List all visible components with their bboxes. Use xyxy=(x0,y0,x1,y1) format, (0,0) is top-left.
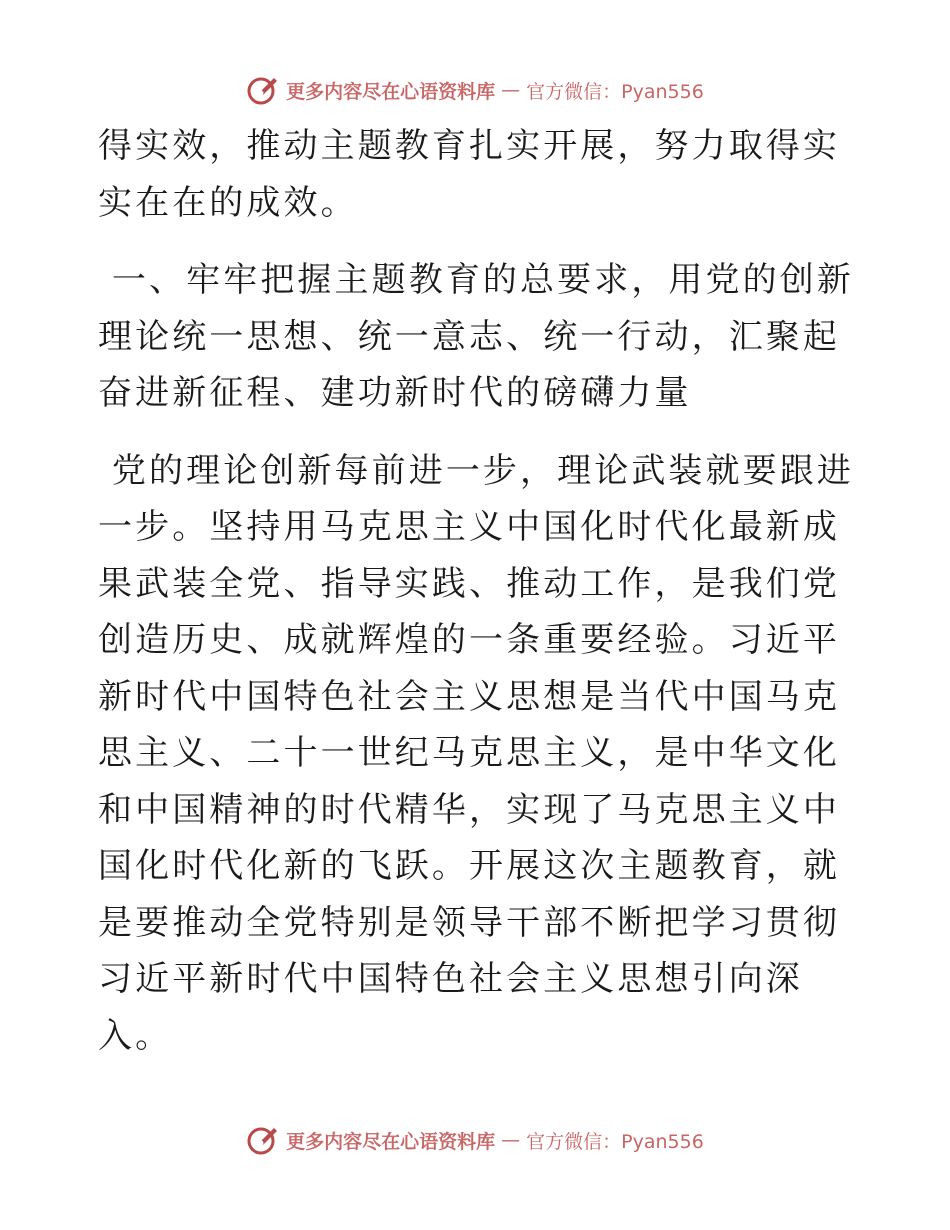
footer-watermark xyxy=(0,1120,950,1160)
paragraph-body: 党的理论创新每前进一步，理论武装就要跟进一步。坚持用马克思主义中国化时代化最新成果武装全党、指导实践、推动工作，是我们党创造历史、成就辉煌的一条重要经验。习近平新时代中国特色社会主义思想是当代中国马克思主义、二十一世纪马克思主义，是中华文化和中国精神的时代精华，实现了马克思主义中国化时代化新的飞跃。开展这次主题教育，就是要推动全党特别是领导干部不断把学习贯彻习近平新时代中国特色社会主义思想引向深入。 xyxy=(98,450,854,1056)
paragraph-gap xyxy=(98,422,858,443)
pen-nib-circle-icon xyxy=(246,73,280,107)
paragraph-continuation: 得实效，推动主题教育扎实开展，努力取得实实在在的成效。 xyxy=(98,126,840,223)
document-body xyxy=(98,118,858,1064)
watermark-separator: — xyxy=(501,1129,521,1151)
watermark-text: 更多内容尽在心语资料库 xyxy=(286,80,496,103)
watermark-separator: — xyxy=(501,79,521,101)
watermark-contact: 官方微信：Pyan556 xyxy=(526,80,704,103)
header-watermark xyxy=(0,70,950,110)
pen-nib-circle-icon xyxy=(246,1123,280,1157)
watermark-contact: 官方微信：Pyan556 xyxy=(526,1130,704,1153)
paragraph-gap xyxy=(98,231,858,252)
watermark-text: 更多内容尽在心语资料库 xyxy=(286,1130,496,1153)
section-heading: 一、牢牢把握主题教育的总要求，用党的创新理论统一思想、统一意志、统一行动，汇聚起奋进新征程、建功新时代的磅礴力量 xyxy=(98,260,854,413)
